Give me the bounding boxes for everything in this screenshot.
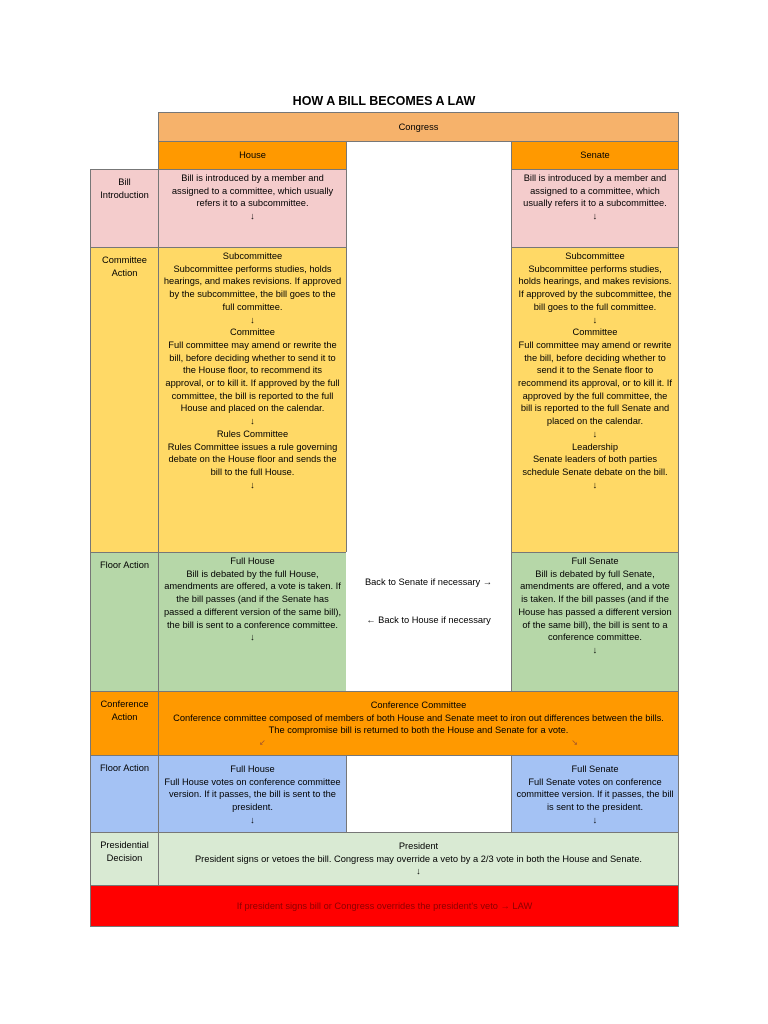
senate-final-vote: Full Senate Full Senate votes on conference committee version. If it passes, the bill is sent to the president. ↓	[511, 755, 679, 833]
congress-header: Congress	[158, 112, 679, 142]
flowchart-table	[90, 112, 678, 927]
down-arrow-icon: ↓	[592, 428, 598, 439]
middle-blank	[346, 755, 512, 833]
senate-header: Senate	[511, 141, 679, 170]
down-arrow-icon: ↓	[250, 416, 255, 427]
house-committee-action: Subcommittee Subcommittee performs studies, holds hearings, and makes revisions. If approved by the subcommittee, the bill goes to the full committee. ↓ Committee Full committee may amend or rewrite the bill, before deciding whether to send it to the House floor, to recommend its approval, or to kill it. If approved by the full committee, the bill is reported to the full House and placed on the calendar. ↓ Rules Committee Rules Committee issues a rule governing debate on the House floor and sends the bill to the full House. ↓	[158, 247, 347, 553]
down-arrow-icon: ↓	[416, 866, 421, 877]
down-arrow-icon: ↓	[592, 644, 598, 655]
page-title: HOW A BILL BECOMES A LAW	[292, 94, 476, 108]
down-arrow-icon: ↓	[592, 814, 598, 825]
senate-floor-action: Full Senate Bill is debated by full Senate, amendments are offered, and a vote is taken. If the bill passes (and if the House has passed a different version of the same bill), the bill is sent to a conference committee. ↓	[511, 552, 679, 692]
down-arrow-icon: ↓	[592, 314, 598, 325]
arrow-down-left-icon: ↙	[259, 738, 266, 748]
house-bill-introduction: Bill is introduced by a member and assigned to a committee, which usually refers it to a subcommittee. ↓	[158, 169, 347, 248]
down-arrow-icon: ↓	[250, 314, 255, 325]
row-label-conference-action: Conference Action	[90, 691, 159, 756]
president-decision: President President signs or vetoes the bill. Congress may override a veto by a 2/3 vote in both the House and Senate. ↓	[158, 832, 679, 886]
row-label-presidential-decision: Presidential Decision	[90, 832, 159, 886]
down-arrow-icon: ↓	[250, 814, 255, 825]
down-arrow-icon: ↓	[592, 211, 598, 222]
law-banner: If president signs bill or Congress overrides the president's veto → LAW	[90, 885, 679, 927]
conference-committee: Conference Committee Conference committee composed of members of both House and Senate meet to iron out differences between the bills. The compromise bill is returned to both the House and Senate for a vote. ↙ ↘	[158, 691, 679, 756]
row-label-committee-action: Committee Action	[90, 247, 159, 553]
senate-bill-introduction: Bill is introduced by a member and assigned to a committee, which usually refers it to a subcommittee. ↓	[511, 169, 679, 248]
row-label-bill-introduction: Bill Introduction	[90, 169, 159, 248]
senate-committee-action: Subcommittee Subcommittee performs studies, holds hearings, and makes revisions. If approved by the subcommittee, the bill goes to the full committee. ↓ Committee Full committee may amend or rewrite the bill, before deciding whether to send it to the Senate floor to recommend its approval, or to kill it. If approved by the full committee, the bill is reported to the full Senate and placed on the calendar. ↓ Leadership Senate leaders of both parties schedule Senate debate on the bill. ↓	[511, 247, 679, 553]
down-arrow-icon: ↓	[250, 632, 255, 643]
down-arrow-icon: ↓	[592, 479, 598, 490]
row-label-final-floor-action: Floor Action	[90, 755, 159, 833]
back-and-forth-notes	[346, 552, 511, 691]
house-header: House	[158, 141, 347, 170]
arrow-down-right-icon: ↘	[571, 738, 578, 748]
down-arrow-icon: ↓	[250, 211, 255, 222]
house-floor-action: Full House Bill is debated by the full House, amendments are offered, a vote is taken. If the bill passes (and if the Senate has passed a different version of the same bill), the bill is sent to a conference committee. ↓	[158, 552, 347, 692]
row-label-floor-action: Floor Action	[90, 552, 159, 692]
back-to-senate-note: Back to Senate if necessary →	[364, 577, 493, 587]
down-arrow-icon: ↓	[250, 479, 255, 490]
house-final-vote: Full House Full House votes on conference committee version. If it passes, the bill is sent to the president. ↓	[158, 755, 347, 833]
back-to-house-note: ← Back to House if necessary	[366, 614, 491, 625]
